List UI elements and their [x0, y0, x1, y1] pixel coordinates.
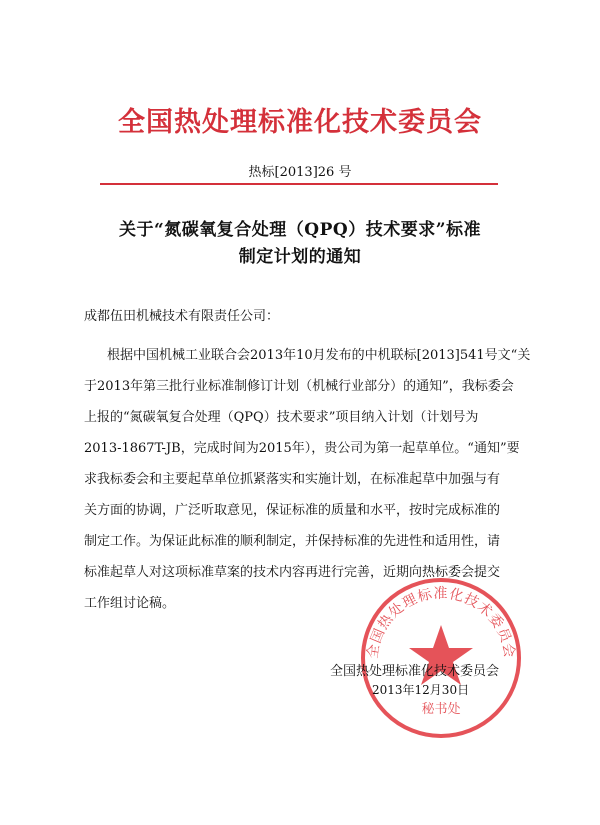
official-seal [356, 573, 526, 743]
body-line: 根据中国机械工业联合会2013年10月发布的中机联标[2013]541号文“关 [107, 348, 531, 363]
signature-organization: 全国热处理标准化技术委员会 [330, 664, 500, 679]
body-line: 求我标委会和主要起草单位抓紧落实和实施计划，在标准起草中加强与有 [84, 472, 501, 487]
organization-title: 全国热处理标准化技术委员会 [118, 107, 482, 138]
body-line: 关方面的协调，广泛听取意见，保证标准的质量和水平，按时完成标准的 [84, 503, 501, 518]
body-line: 标准起草人对这项标准草案的技术内容再进行完善，近期向热标委会提交 [84, 565, 501, 580]
subject-line-1: 关于“氮碳氧复合处理（QPQ）技术要求”标准 [119, 220, 481, 240]
body-line: 制定工作。为保证此标准的顺利制定，并保持标准的先进性和适用性，请 [84, 534, 501, 549]
body-line: 工作组讨论稿。 [84, 596, 176, 611]
document-number: 热标[2013]26 号 [248, 165, 352, 180]
seal-ring-text: 全国热处理标准化技术委员会 [364, 585, 518, 660]
body-line: 上报的“氮碳氧复合处理（QPQ）技术要求”项目纳入计划（计划号为 [84, 410, 479, 425]
body-line: 于2013年第三批行业标准制修订计划（机械行业部分）的通知”，我标委会 [84, 379, 514, 394]
red-divider-line [100, 183, 498, 185]
subject-line-2: 制定计划的通知 [238, 247, 362, 267]
seal-bottom-text: 秘书处 [421, 702, 461, 717]
signature-date: 2013年12月30日 [372, 683, 470, 697]
body-line: 2013-1867T-JB，完成时间为2015年），贵公司为第一起草单位。“通知”要 [84, 441, 520, 456]
recipient: 成都伍田机械技术有限责任公司： [84, 309, 280, 324]
